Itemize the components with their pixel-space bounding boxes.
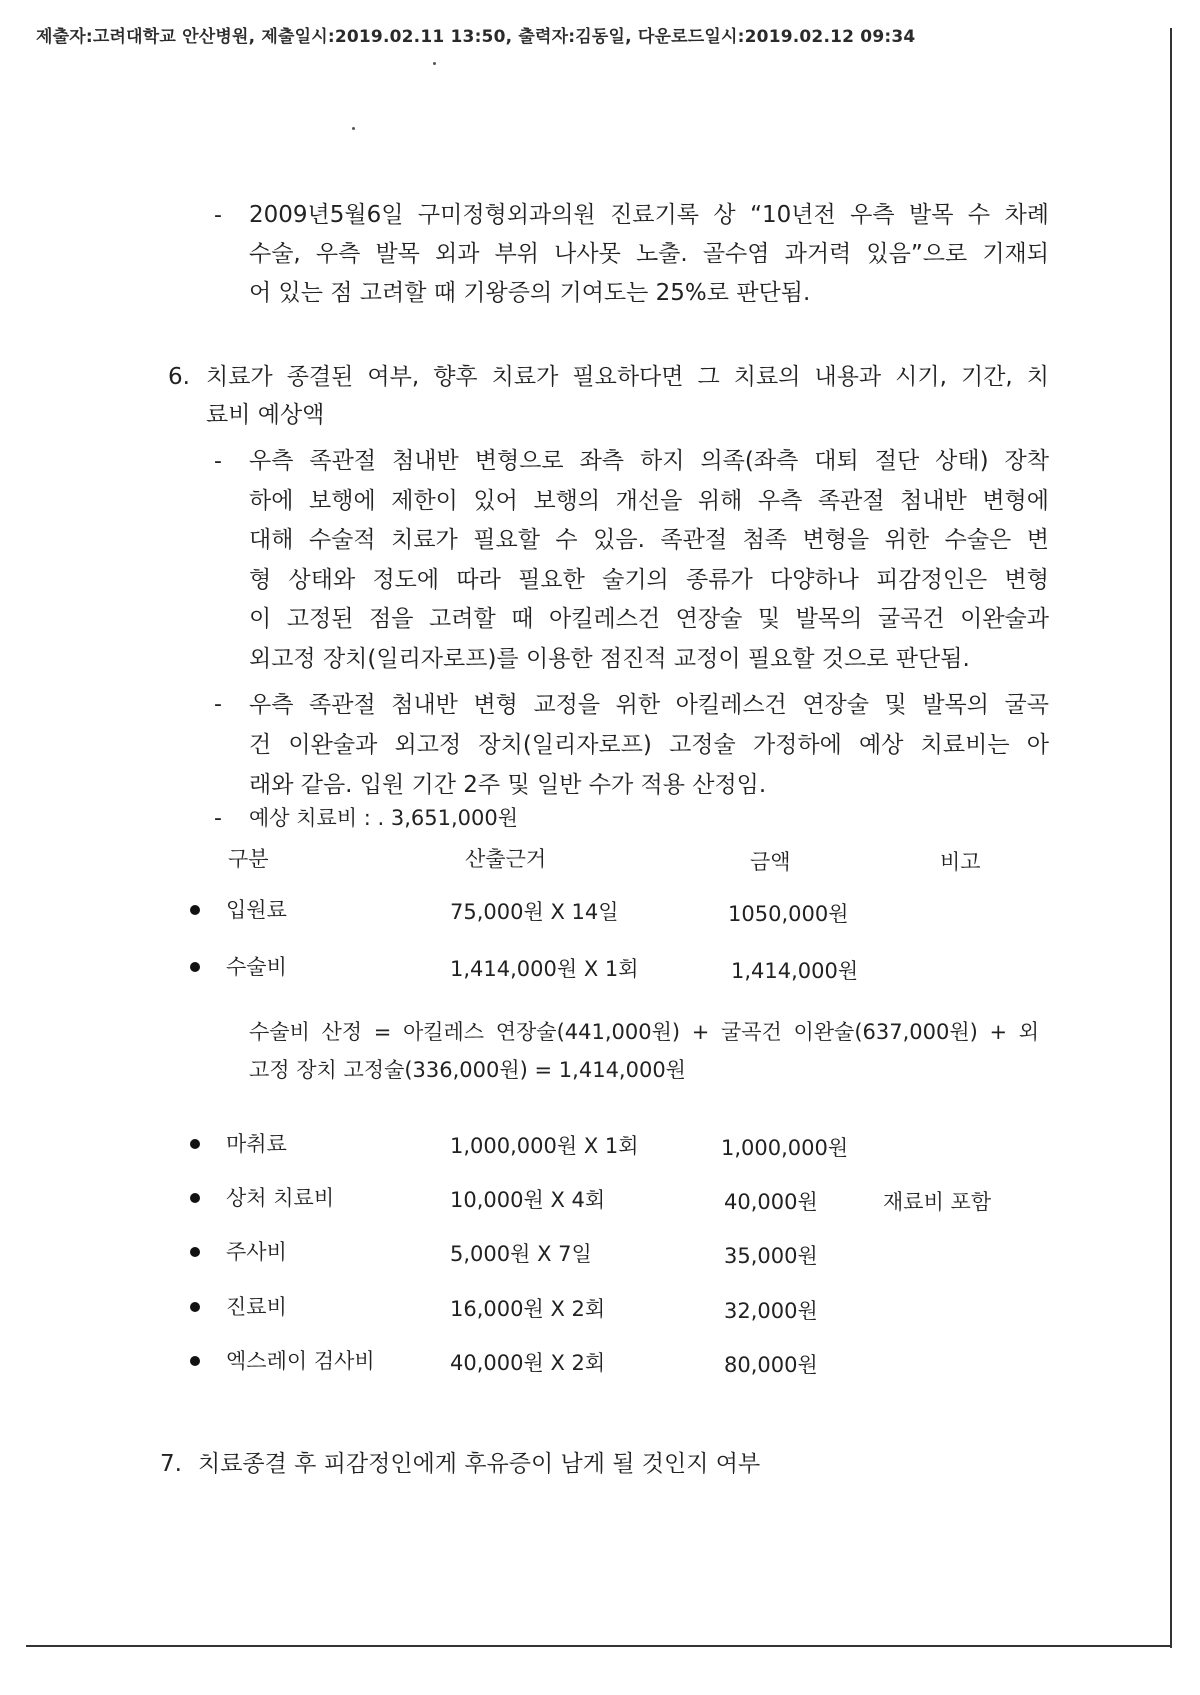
intro-paragraph <box>249 196 1049 313</box>
list-dash: - <box>214 203 222 228</box>
section-6-number: 6. <box>168 364 190 390</box>
paragraph-line: 이 고정된 점을 고려할 때 아킬레스건 연장술 및 발목의 굴곡건 이완술과 <box>249 606 1049 632</box>
paragraph-line: 래와 같음. 입원 기간 2주 및 일반 수가 적용 산정임. <box>249 772 767 798</box>
scan-speck <box>433 62 436 65</box>
paragraph-line: 고정 장치 고정술(336,000원) = 1,414,000원 <box>249 1058 686 1082</box>
table-row-amount: 32,000원 <box>724 1299 818 1323</box>
bullet-icon <box>190 905 200 915</box>
section-6-title <box>206 358 1049 434</box>
table-row-amount: 1050,000원 <box>728 902 849 926</box>
section-title-line: 료비 예상액 <box>206 402 325 428</box>
table-row-item: 마취료 <box>226 1132 287 1156</box>
paragraph-line: 우측 족관절 첨내반 변형 교정을 위한 아킬레스건 연장술 및 발목의 굴곡 <box>249 692 1049 718</box>
section-7-number: 7. <box>160 1451 182 1477</box>
table-row-item: 엑스레이 검사비 <box>226 1349 375 1373</box>
table-row-item: 주사비 <box>226 1240 287 1264</box>
surgery-cost-breakdown <box>249 1013 1039 1089</box>
table-row-basis: 75,000원 X 14일 <box>450 900 619 924</box>
bullet-icon <box>190 1356 200 1366</box>
table-row-item: 진료비 <box>226 1295 287 1319</box>
paragraph-line: 수술, 우측 발목 외과 부위 나사못 노출. 골수염 과거력 있음”으로 기재되 <box>249 241 1049 267</box>
bullet-icon <box>190 1302 200 1312</box>
paragraph-line: 외고정 장치(일리자로프)를 이용한 점진적 교정이 필요할 것으로 판단됨. <box>249 645 970 672</box>
table-row-basis: 40,000원 X 2회 <box>450 1351 606 1375</box>
table-row-amount: 35,000원 <box>724 1244 818 1268</box>
table-header-amount: 금액 <box>750 850 791 874</box>
treatment-paragraph <box>249 442 1049 679</box>
table-row-amount: 1,414,000원 <box>731 959 859 983</box>
bullet-icon <box>190 962 200 972</box>
paragraph-line: 하에 보행에 제한이 있어 보행의 개선을 위해 우측 족관절 첨내반 변형에 <box>249 487 1049 514</box>
table-row-item: 수술비 <box>226 955 287 979</box>
paragraph-line: 어 있는 점 고려할 때 기왕증의 기여도는 25%로 판단됨. <box>249 280 811 306</box>
table-row-basis: 1,000,000원 X 1회 <box>450 1134 639 1158</box>
paragraph-line: 건 이완술과 외고정 장치(일리자로프) 고정술 가정하에 예상 치료비는 아 <box>249 732 1049 758</box>
scan-speck <box>352 127 355 130</box>
bullet-icon <box>190 1193 200 1203</box>
table-row-item: 입원료 <box>226 898 287 922</box>
table-row-basis: 10,000원 X 4회 <box>450 1188 606 1212</box>
table-header-basis: 산출근거 <box>465 847 547 871</box>
list-dash: - <box>214 806 222 831</box>
table-row-note: 재료비 포함 <box>883 1190 992 1214</box>
section-title-line: 치료가 종결된 여부, 향후 치료가 필요하다면 그 치료의 내용과 시기, 기간, 치 <box>206 364 1049 390</box>
cost-assumption-paragraph <box>249 685 1049 805</box>
table-header-note: 비고 <box>940 850 981 874</box>
section-7-title: 치료종결 후 피감정인에게 후유증이 남게 될 것인지 여부 <box>198 1451 761 1477</box>
bullet-icon <box>190 1247 200 1257</box>
page-bottom-border <box>26 1645 1172 1647</box>
list-dash: - <box>214 692 222 717</box>
bullet-icon <box>190 1139 200 1149</box>
table-header-category: 구분 <box>228 847 269 871</box>
table-row-basis: 1,414,000원 X 1회 <box>450 957 639 981</box>
table-row-item: 상처 치료비 <box>226 1186 335 1210</box>
paragraph-line: 우측 족관절 첨내반 변형으로 좌측 하지 의족(좌측 대퇴 절단 상태) 장착 <box>249 448 1049 474</box>
table-row-amount: 80,000원 <box>724 1353 818 1377</box>
paragraph-line: 대해 수술적 치료가 필요할 수 있음. 족관절 첨족 변형을 위한 수술은 변 <box>249 527 1049 553</box>
paragraph-line: 2009년5월6일 구미정형외과의원 진료기록 상 “10년전 우측 발목 수 차례 <box>249 202 1049 228</box>
estimated-cost-total: 예상 치료비 : . 3,651,000원 <box>249 806 519 830</box>
submission-header: 제출자:고려대학교 안산병원, 제출일시:2019.02.11 13:50, 출력자:김동일, 다운로드일시:2019.02.12 09:34 <box>36 27 916 47</box>
page-right-border <box>1170 28 1172 1648</box>
table-row-amount: 40,000원 <box>724 1190 818 1214</box>
table-row-amount: 1,000,000원 <box>721 1136 849 1160</box>
list-dash: - <box>214 449 222 474</box>
table-row-basis: 16,000원 X 2회 <box>450 1297 606 1321</box>
table-row-basis: 5,000원 X 7일 <box>450 1242 592 1266</box>
paragraph-line: 형 상태와 정도에 따라 필요한 술기의 종류가 다양하나 피감정인은 변형 <box>249 566 1049 593</box>
paragraph-line: 수술비 산정 = 아킬레스 연장술(441,000원) + 굴곡건 이완술(637,000원) + 외 <box>249 1020 1039 1044</box>
